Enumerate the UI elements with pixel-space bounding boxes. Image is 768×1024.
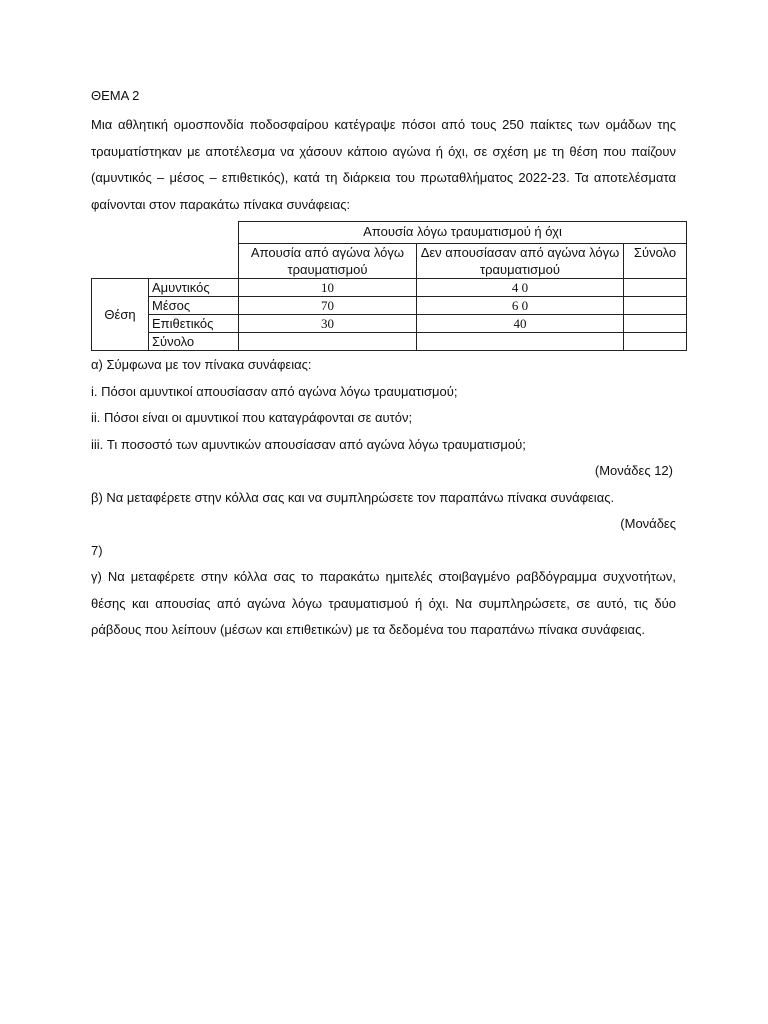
table-group-header: Απουσία λόγω τραυματισμού ή όχι — [239, 222, 687, 244]
row-group-label: Θέση — [92, 279, 149, 351]
total-row-label: Σύνολο — [149, 333, 239, 351]
cell-total — [624, 315, 687, 333]
column-header-absent: Απουσία από αγώνα λόγω τραυματισμού — [239, 244, 417, 279]
column-header-not-absent: Δεν απουσίασαν από αγώνα λόγω τραυματισμού — [417, 244, 624, 279]
question-a-ii: ii. Πόσοι είναι οι αμυντικοί που καταγράφονται σε αυτόν; — [91, 410, 413, 425]
table-row — [92, 279, 687, 297]
table-column-header-row — [92, 244, 687, 279]
document-page — [91, 86, 676, 644]
cell-total — [624, 297, 687, 315]
question-b: β) Να μεταφέρετε στην κόλλα σας και να συμπληρώσετε τον παραπάνω πίνακα συνάφειας. — [91, 489, 615, 505]
contingency-table — [91, 221, 687, 351]
marks-b-value: 7) — [91, 542, 103, 558]
marks-b-label: (Μονάδες — [620, 516, 676, 531]
cell-not-absent: 4 0 — [417, 279, 624, 297]
row-label: Αμυντικός — [149, 279, 239, 297]
topic-heading: ΘΕΜΑ 2 — [91, 88, 140, 103]
table-total-row — [92, 333, 687, 351]
row-label: Επιθετικός — [149, 315, 239, 333]
table-row — [92, 315, 687, 333]
intro-paragraph: Μια αθλητική ομοσπονδία ποδοσφαίρου κατέγραψε πόσοι από τους 250 παίκτες των ομάδων της τραυματίστηκαν με αποτέλεσμα να χάσουν κάποιο αγώνα ή όχι, σε σχέση με τη θέση που παίζουν (αμυντικός – μέσος – επιθετικός), κατά τη διάρκεια του πρωταθλήματος 2022-23. Τα αποτελέσματα φαίνονται στον παρακάτω πίνακα συνάφειας: — [91, 117, 676, 212]
marks-a: (Μονάδες 12) — [594, 463, 673, 478]
cell-not-absent: 6 0 — [417, 297, 624, 315]
column-header-total: Σύνολο — [624, 244, 687, 279]
row-label: Μέσος — [149, 297, 239, 315]
cell-total-absent — [239, 333, 417, 351]
cell-not-absent: 40 — [417, 315, 624, 333]
cell-absent: 30 — [239, 315, 417, 333]
cell-absent: 70 — [239, 297, 417, 315]
question-a-intro: α) Σύμφωνα με τον πίνακα συνάφειας: — [91, 357, 312, 372]
cell-total-not-absent — [417, 333, 624, 351]
cell-grand-total — [624, 333, 687, 351]
question-a-i: i. Πόσοι αμυντικοί απουσίασαν από αγώνα λόγω τραυματισμού; — [91, 383, 458, 399]
question-c: γ) Να μεταφέρετε στην κόλλα σας το παρακάτω ημιτελές στοιβαγμένο ραβδόγραμμα συχνοτήτων, θέσης και απουσίας από αγώνα λόγω τραυματισμού ή όχι. Να συμπληρώσετε, σε αυτό, τις δύο ράβδους που λείπουν (μέσων και επιθετικών) με τα δεδομένα του παραπάνω πίνακα συνάφειας. — [91, 569, 676, 637]
cell-total — [624, 279, 687, 297]
table-group-header-row — [92, 222, 687, 244]
question-a-iii: iii. Τι ποσοστό των αμυντικών απουσίασαν από αγώνα λόγω τραυματισμού; — [91, 436, 526, 452]
cell-absent: 10 — [239, 279, 417, 297]
table-row — [92, 297, 687, 315]
